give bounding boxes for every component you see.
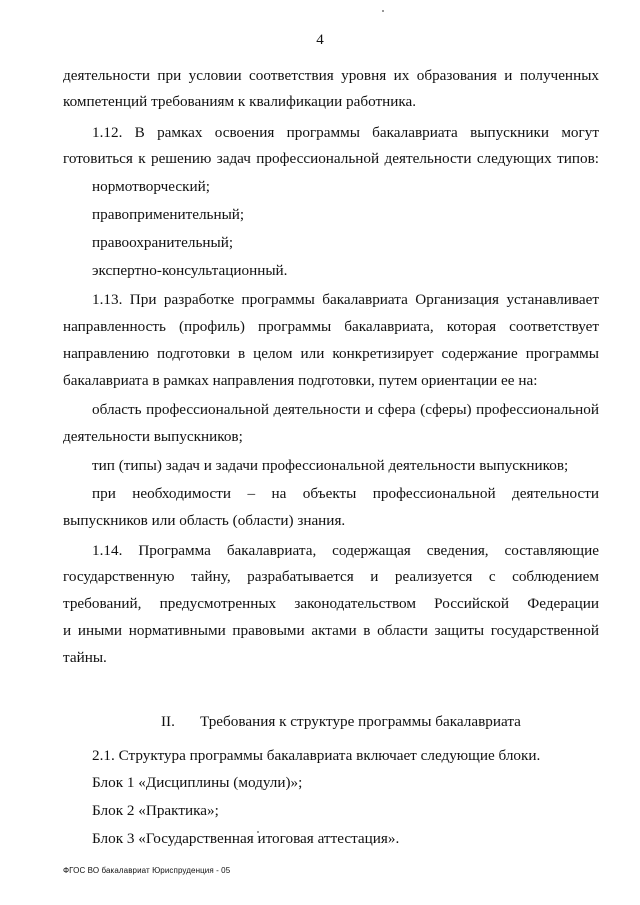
section-number: II. [161,713,175,730]
list-item: Блок 2 «Практика»; [92,802,219,819]
list-item: при необходимости – на объекты профессиональной деятельности [92,485,599,502]
paragraph-line: выпускников или область (области) знания. [63,512,346,529]
paragraph-line: 2.1. Структура программы бакалавриата включает следующие блоки. [92,747,541,764]
list-item: тип (типы) задач и задачи профессиональной деятельности выпускников; [92,457,569,474]
paragraph-line: государственную тайну, разрабатывается и реализуется с соблюдением [63,568,599,585]
list-item: правоохранительный; [92,234,234,251]
scan-speck [382,10,384,12]
paragraph-line: деятельности выпускников; [63,428,243,445]
paragraph-line: бакалавриата в рамках направления подготовки, путем ориентации ее на: [63,372,538,389]
list-item: нормотворческий; [92,178,210,195]
paragraph-line: тайны. [63,649,107,666]
paragraph-line: 1.12. В рамках освоения программы бакалавриата выпускники могут [92,124,599,141]
paragraph-line: направленность (профиль) программы бакалавриата, которая соответствует [63,318,599,335]
list-item: область профессиональной деятельности и сфера (сферы) профессиональной [92,401,599,418]
paragraph-line: компетенций требованиям к квалификации работника. [63,93,417,110]
section-title: Требования к структуре программы бакалавриата [200,713,521,730]
paragraph-line: деятельности при условии соответствия уровня их образования и полученных [63,67,599,84]
paragraph-line: 1.13. При разработке программы бакалавриата Организация устанавливает [92,291,599,308]
paragraph-line: направлению подготовки в целом или конкретизирует содержание программы [63,345,599,362]
page-number: 4 [316,32,324,48]
list-item: правоприменительный; [92,206,245,223]
paragraph-line: 1.14. Программа бакалавриата, содержащая сведения, составляющие [92,542,599,559]
list-item: Блок 1 «Дисциплины (модули)»; [92,774,303,791]
list-item: экспертно-консультационный. [92,262,288,279]
paragraph-line: требований, предусмотренных законодательством Российской Федерации [63,595,599,612]
list-item: Блок 3 «Государственная итоговая аттестация». [92,830,400,847]
paragraph-line: и иными нормативными правовыми актами в области защиты государственной [63,622,599,639]
page-footer: ФГОС ВО бакалавриат Юриспруденция - 05 [63,866,231,875]
paragraph-line: готовиться к решению задач профессиональной деятельности следующих типов: [63,150,599,167]
